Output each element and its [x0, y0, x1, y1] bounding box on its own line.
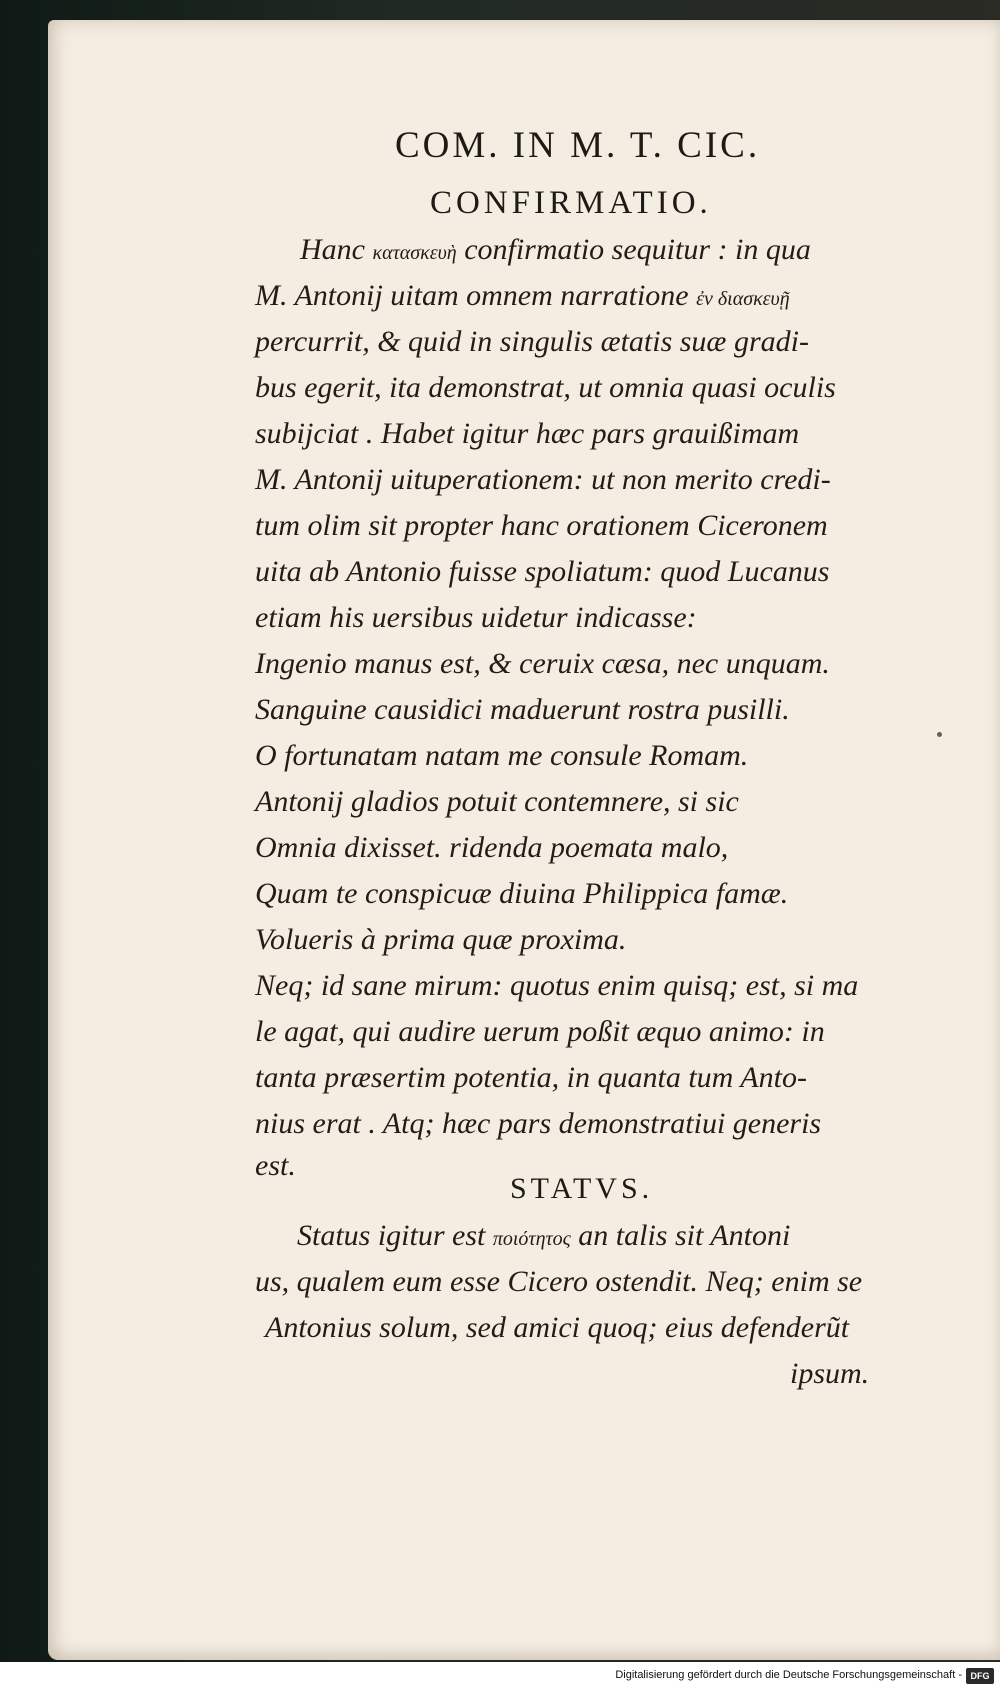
verse-line: Sanguine causidici maduerunt rostra pusilli.: [255, 693, 790, 726]
dfg-logo: DFG: [966, 1668, 994, 1684]
text-line: nius erat . Atq; hæc pars demonstratiui generis: [255, 1107, 822, 1140]
text-line: subijciat . Habet igitur hæc pars grauißimam: [255, 417, 800, 450]
verse-line: Ingenio manus est, & ceruix cæsa, nec unquam.: [255, 647, 830, 680]
ink-speck: [937, 732, 942, 737]
text-line: etiam his uersibus uidetur indicasse:: [255, 601, 697, 634]
section-heading-status: STATVS.: [510, 1172, 654, 1205]
verse-line: Antonij gladios potuit contemnere, si sic: [255, 785, 739, 818]
footer-bar: [0, 1662, 1000, 1692]
text-line: Antonius solum, sed amici quoq; eius defenderũt: [265, 1311, 850, 1344]
greek-word: ποιότητος: [492, 1228, 571, 1250]
text-line: tum olim sit propter hanc orationem Ciceronem: [255, 509, 828, 542]
text-line: le agat, qui audire uerum poßit æquo animo: in: [255, 1015, 825, 1048]
text-line: uita ab Antonio fuisse spoliatum: quod Lucanus: [255, 555, 830, 588]
verse-line: Quam te conspicuæ diuina Philippica famæ.: [255, 877, 789, 910]
running-head: COM. IN M. T. CIC.: [395, 125, 761, 166]
text-line: Status igitur est ποιότητος an talis sit Antoni: [297, 1219, 791, 1252]
text-line: tanta præsertim potentia, in quanta tum Anto-: [255, 1061, 807, 1094]
section-heading-confirmatio: CONFIRMATIO.: [430, 185, 712, 221]
text-line: ipsum.: [790, 1357, 870, 1390]
verse-line: O fortunatam natam me consule Romam.: [255, 739, 749, 772]
text-line: M. Antonij uitam omnem narratione ἐν διασκευῇ: [255, 279, 790, 312]
text-line: Neq; id sane mirum: quotus enim quisq; est, si ma: [255, 969, 859, 1002]
verse-line: Omnia dixisset. ridenda poemata malo,: [255, 831, 729, 864]
verse-line: Volueris à prima quæ proxima.: [255, 923, 627, 956]
text-line: est.: [255, 1149, 296, 1182]
text-line: percurrit, & quid in singulis ætatis suæ gradi-: [255, 325, 809, 358]
text-line: us, qualem eum esse Cicero ostendit. Neq; enim se: [255, 1265, 863, 1298]
footer-credit: Digitalisierung gefördert durch die Deutsche Forschungsgemeinschaft -: [615, 1669, 962, 1681]
text-line: M. Antonij uituperationem: ut non merito credi-: [255, 463, 831, 496]
text-line: Hanc κατασκευὴ confirmatio sequitur : in qua: [300, 233, 811, 266]
text-line: bus egerit, ita demonstrat, ut omnia quasi oculis: [255, 371, 836, 404]
greek-word: κατασκευὴ: [372, 242, 457, 264]
greek-word: ἐν διασκευῇ: [696, 288, 790, 310]
